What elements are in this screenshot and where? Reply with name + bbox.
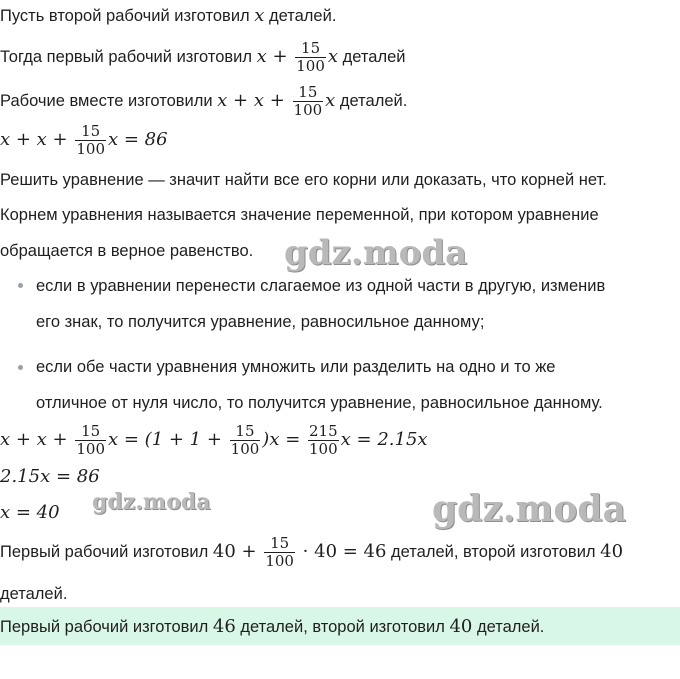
fraction: $\frac{15}{100}$: [76, 422, 105, 459]
math-expr: · 40 = 46: [296, 541, 387, 562]
text-line-11: [0, 530, 623, 574]
text-line-1: [0, 6, 336, 26]
text-line-2: [0, 35, 405, 79]
equation-line-9: 2.15x = 86: [0, 466, 100, 487]
answer-text: Первый рабочий изготовил 46 деталей, второй изготовил 40 деталей.: [0, 616, 545, 637]
watermark: gdz.moda: [92, 489, 211, 515]
fraction: $\frac{15}{100}$: [296, 39, 325, 76]
text: Первый рабочий изготовил: [0, 543, 213, 561]
math-expr: 40 +: [212, 541, 263, 562]
math-expr: x = 2.15x: [340, 429, 428, 450]
fraction: $\frac{15}{100}$: [230, 422, 260, 459]
text: Рабочие вместе изготовили: [0, 92, 218, 110]
text: деталей.: [335, 92, 408, 110]
text: деталей, второй изготовил: [386, 543, 601, 561]
text-line-12: деталей.: [0, 585, 68, 603]
math-var: x: [256, 46, 267, 67]
text-line-5: Решить уравнение — значит найти все его корни или доказать, что корней нет.: [0, 171, 607, 189]
math-number: 40: [600, 541, 624, 562]
text: Тогда первый рабочий изготовил: [0, 48, 257, 66]
math-var: x: [254, 5, 265, 26]
math-var: x: [327, 46, 339, 67]
fraction: $\frac{215}{100}$: [309, 422, 338, 459]
watermark: gdz.moda: [432, 488, 626, 530]
equation-line-4: [0, 118, 168, 162]
math-expr: x + x +: [0, 429, 74, 450]
fraction: $\frac{15}{100}$: [76, 122, 105, 159]
text: деталей.: [264, 7, 337, 25]
math-expr: x = 86: [108, 129, 168, 150]
bullet-2-line-2: отличное от нуля число, то получится уравнение, равносильное данному.: [36, 394, 603, 412]
math-expr: x = (1 + 1 +: [108, 429, 228, 450]
bullet-dot: [18, 283, 23, 288]
math-expr: x + x +: [0, 129, 74, 150]
math-op: +: [266, 46, 294, 67]
text-line-3: [0, 79, 407, 123]
bullet-1-line-1: если в уравнении перенести слагаемое из одной части в другую, изменив: [36, 277, 606, 295]
watermark: gdz.moda: [284, 233, 468, 273]
answer-highlight: [0, 607, 680, 645]
text-line-6: Корнем уравнения называется значение переменной, при котором уравнение: [0, 206, 599, 224]
equation-line-8: [0, 418, 428, 462]
text-line-7: обращается в верное равенство.: [0, 242, 254, 260]
bullet-1-line-2: его знак, то получится уравнение, равносильное данному;: [36, 313, 485, 331]
text: Пусть второй рабочий изготовил: [0, 7, 255, 25]
bullet-2-line-1: если обе части уравнения умножить или разделить на одно и то же: [36, 358, 556, 376]
fraction: $\frac{15}{100}$: [293, 83, 323, 120]
fraction: $\frac{15}{100}$: [265, 534, 294, 571]
text: деталей: [338, 48, 406, 66]
math-var: x: [325, 90, 336, 111]
bullet-dot: [18, 365, 23, 370]
math-expr: )x =: [262, 429, 306, 450]
equation-line-10: x = 40: [0, 502, 60, 523]
math-expr: x + x +: [217, 90, 291, 111]
